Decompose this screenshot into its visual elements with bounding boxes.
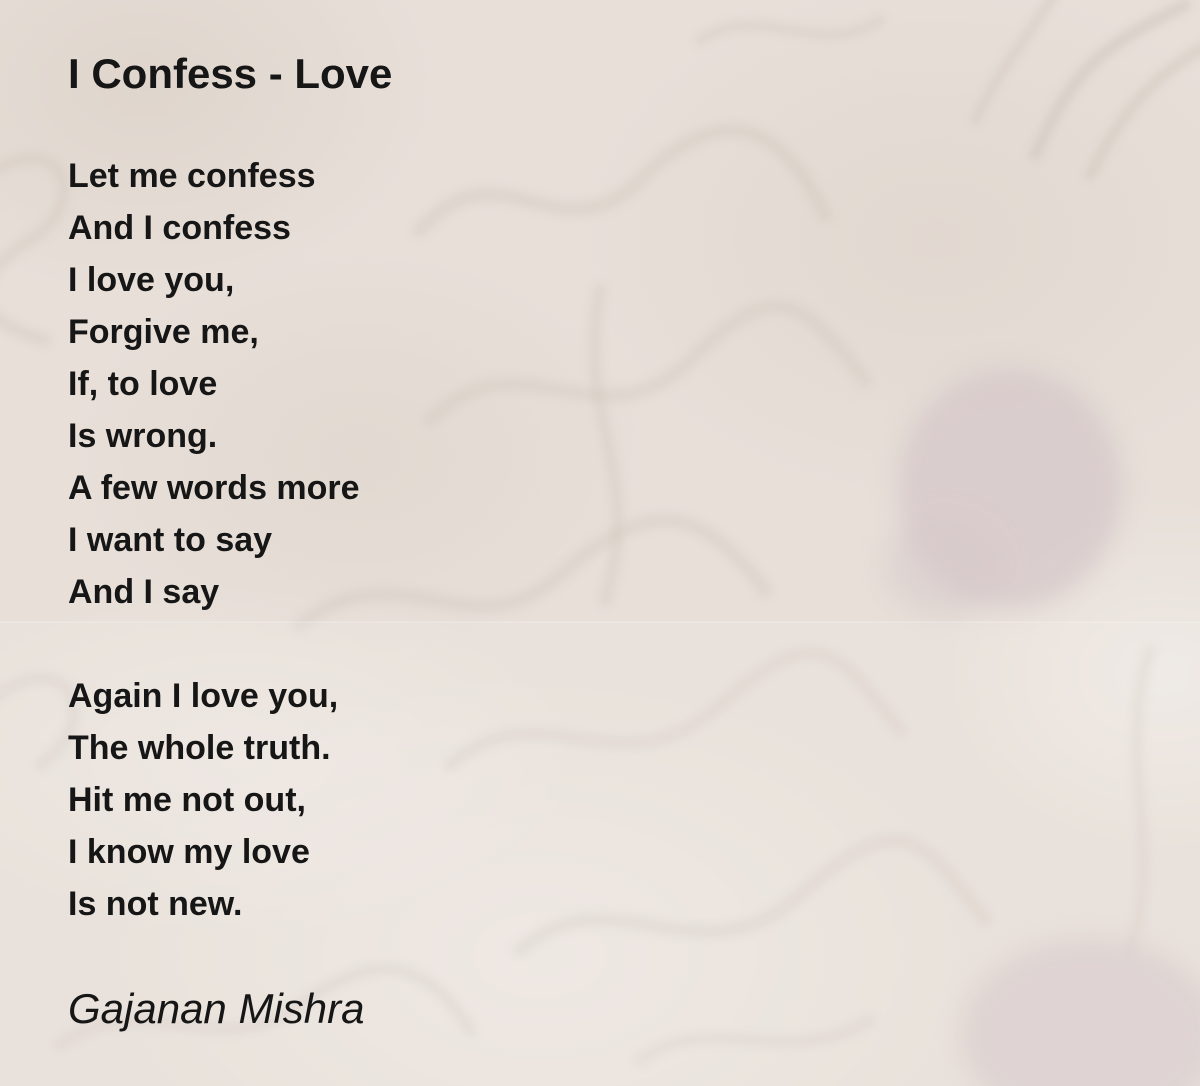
- ink-stain: [883, 368, 1200, 1086]
- poem-line: Again I love you,: [68, 677, 339, 715]
- script-stroke: [0, 158, 64, 340]
- poem-line: Hit me not out,: [68, 781, 306, 819]
- poem-line: If, to love: [68, 365, 218, 403]
- poem-line: I love you,: [68, 261, 235, 299]
- script-stroke: [520, 840, 985, 950]
- poem-body: [68, 150, 360, 930]
- poem-line: I know my love: [68, 833, 310, 871]
- script-stroke: [420, 130, 825, 230]
- poem-line: And I say: [68, 573, 220, 611]
- poem-author: Gajanan Mishra: [68, 985, 365, 1032]
- stanza-gap: [68, 618, 360, 670]
- poem-title: I Confess - Love: [68, 50, 393, 97]
- script-stroke: [700, 20, 880, 40]
- script-stroke: [975, 0, 1060, 120]
- script-stroke: [1090, 40, 1200, 175]
- poem-line: A few words more: [68, 469, 360, 507]
- script-stroke: [1035, 5, 1185, 155]
- poem-line: Forgive me,: [68, 313, 259, 351]
- poem-line: I want to say: [68, 521, 273, 559]
- ink-stain-blob: [898, 368, 1122, 608]
- poem-line: Let me confess: [68, 157, 316, 195]
- script-stroke: [1130, 650, 1150, 950]
- poem-line: The whole truth.: [68, 729, 331, 767]
- script-stroke: [640, 1020, 870, 1060]
- poem-line: Is wrong.: [68, 417, 218, 455]
- script-stroke: [0, 679, 74, 765]
- script-stroke: [594, 290, 617, 600]
- script-stroke: [450, 653, 900, 765]
- script-stroke: [300, 520, 765, 625]
- ink-stain-blob: [960, 937, 1200, 1086]
- ink-stain-blob: [883, 513, 1007, 617]
- poem-line: And I confess: [68, 209, 291, 247]
- poem-line: Is not new.: [68, 885, 243, 923]
- script-stroke: [430, 306, 865, 420]
